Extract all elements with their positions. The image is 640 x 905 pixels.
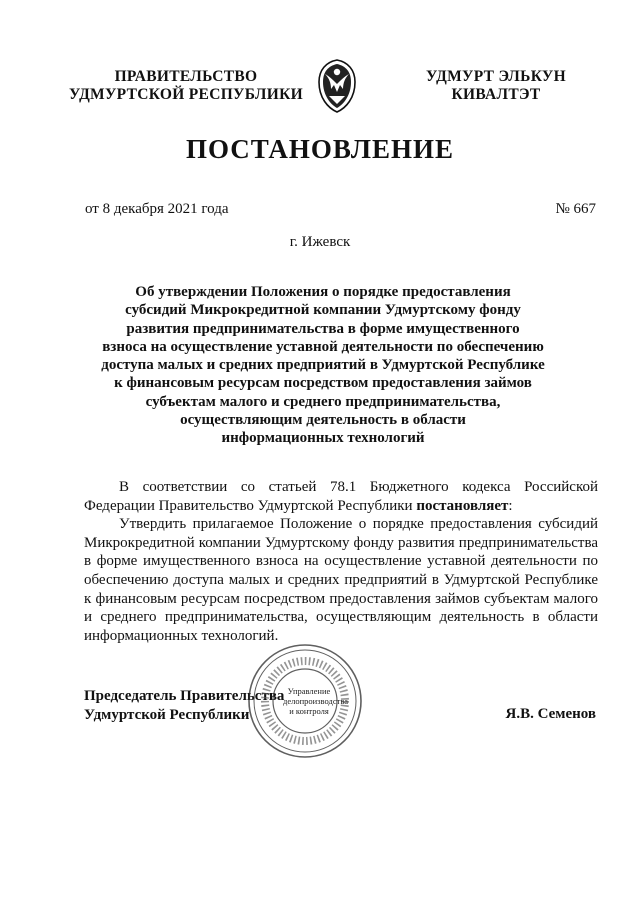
header-right-line-1: УДМУРТ ЭЛЬКУН (426, 68, 566, 85)
stamp-center-text (283, 686, 348, 716)
preamble-text: В соответствии со статьей 78.1 Бюджетного кодекса Российской Федерации Правительство Удмуртской Республики (84, 479, 598, 514)
title-line: доступа малых и средних предприятий в Удмуртской Республике (101, 357, 545, 374)
signatory-position-line-1: Председатель Правительства (84, 688, 285, 704)
stamp-text-line: и контроля (289, 706, 329, 716)
government-name-russian (68, 68, 304, 104)
title-line: субсидий Микрокредитной компании Удмуртскому фонду (125, 302, 521, 319)
document-date: от 8 декабря 2021 года (85, 201, 229, 217)
resolution-keyword: постановляет (416, 497, 509, 514)
document-number: № 667 (555, 201, 596, 217)
body-paragraph-resolution: Утвердить прилагаемое Положение о порядке предоставления субсидий Микрокредитной компании Удмуртскому фонду развития предпринимательства в форме имущественного взноса на осуществление уставной деятельности по обеспечению доступа малых и средних предприятий в Удмуртской Республике к финансовым ресурсам посредством предоставления займов субъектам малого и среднего предпринимательства, осуществляющим деятельность в области информационных технологий. (84, 516, 598, 644)
title-line: взноса на осуществление уставной деятельности по обеспечению (102, 338, 544, 355)
document-type-heading: ПОСТАНОВЛЕНИЕ (185, 134, 455, 164)
header-left-line-1: ПРАВИТЕЛЬСТВО (114, 68, 258, 85)
document-title (90, 283, 556, 448)
stamp-text-line: Управление (287, 686, 331, 696)
document-body (84, 478, 598, 645)
title-line: развития предпринимательства в форме имущественного (126, 320, 520, 337)
stamp-text-line: делопроизводства (283, 696, 348, 706)
document-city: г. Ижевск (289, 234, 351, 250)
signatory-position-line-2: Удмуртской Республики (84, 706, 250, 723)
body-paragraph-preamble (84, 478, 598, 515)
signatory-name: Я.В. Семенов (505, 706, 596, 722)
title-line: субъектам малого и среднего предпринимательства, (145, 393, 501, 410)
title-line: к финансовым ресурсам посредством предоставления займов (114, 375, 532, 392)
title-line: осуществляющим деятельность в области (180, 412, 466, 429)
preamble-colon: : (508, 497, 513, 514)
header-right-line-2: КИВАЛТЭТ (451, 86, 541, 103)
title-line: информационных технологий (221, 430, 425, 447)
title-line: Об утверждении Положения о порядке предоставления (135, 284, 511, 300)
header-left-line-2: УДМУРТСКОЙ РЕСПУБЛИКИ (68, 86, 303, 103)
coat-of-arms-emblem (314, 58, 360, 114)
government-name-udmurt (408, 68, 584, 104)
